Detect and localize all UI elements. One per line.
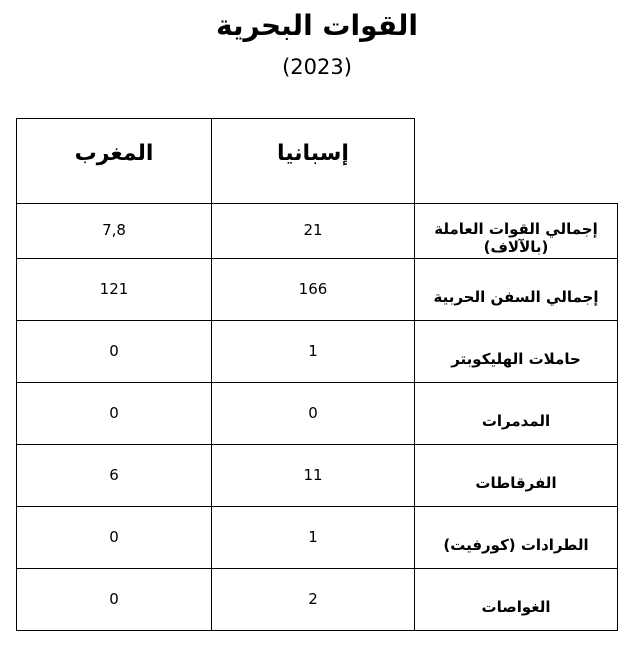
cell-spain-value: 21 [212,204,415,259]
table-row [17,383,618,445]
cell-spain-value: 1 [212,321,415,383]
table-row [17,507,618,569]
table-row [17,321,618,383]
row-label: إجمالي القوات العاملة (بالآلاف) [415,204,618,259]
cell-morocco-value: 0 [17,569,212,631]
cell-spain-value: 0 [212,383,415,445]
row-label: إجمالي السفن الحربية [415,259,618,321]
table-header-row [17,119,618,204]
row-label: الغواصات [415,569,618,631]
cell-morocco-value: 0 [17,507,212,569]
cell-morocco-value: 121 [17,259,212,321]
row-label: المدمرات [415,383,618,445]
table-row [17,569,618,631]
row-label: الفرقاطات [415,445,618,507]
cell-spain-value: 166 [212,259,415,321]
table-row [17,204,618,259]
cell-morocco-value: 7,8 [17,204,212,259]
cell-morocco-value: 6 [17,445,212,507]
naval-forces-table [16,118,618,631]
cell-morocco-value: 0 [17,383,212,445]
row-label: حاملات الهليكوبتر [415,321,618,383]
column-header-morocco: المغرب [17,119,212,204]
row-label: الطرادات (كورفيت) [415,507,618,569]
page-subtitle-year: (2023) [282,55,352,79]
cell-spain-value: 2 [212,569,415,631]
table-row [17,445,618,507]
column-header-spain: إسبانيا [212,119,415,204]
cell-spain-value: 1 [212,507,415,569]
cell-spain-value: 11 [212,445,415,507]
table-row [17,259,618,321]
empty-header-cell [415,119,618,204]
page-title: القوات البحرية [216,9,418,42]
cell-morocco-value: 0 [17,321,212,383]
